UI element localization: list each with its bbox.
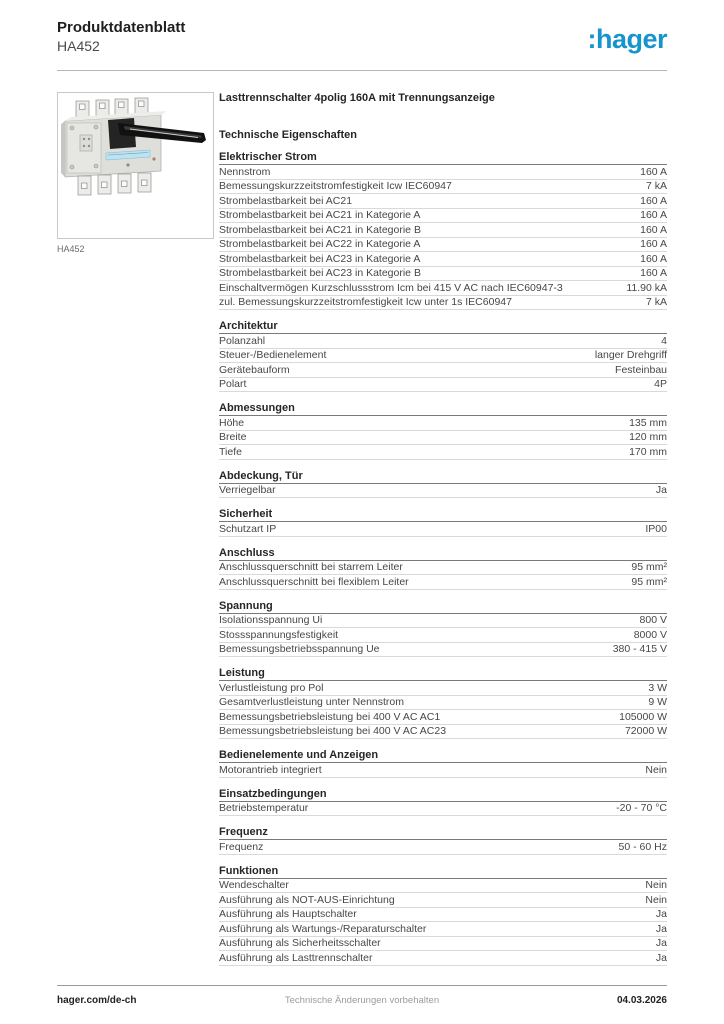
spec-row <box>219 951 667 966</box>
spec-label: Ausführung als Wartungs-/Reparaturschalter <box>219 922 427 935</box>
spec-row <box>219 223 667 238</box>
spec-label: Betriebstemperatur <box>219 802 309 815</box>
spec-value: 11.90 kA <box>626 281 667 294</box>
spec-row <box>219 893 667 908</box>
spec-row <box>219 710 667 725</box>
spec-value: 160 A <box>640 194 667 207</box>
spec-row <box>219 696 667 711</box>
spec-column <box>219 92 667 966</box>
spec-row <box>219 281 667 296</box>
spec-label: Strombelastbarkeit bei AC21 <box>219 194 353 207</box>
section-title: Abdeckung, Tür <box>219 470 667 484</box>
spec-label: Anschlussquerschnitt bei flexiblem Leiter <box>219 575 409 588</box>
spec-label: Verriegelbar <box>219 484 276 497</box>
section-title: Anschluss <box>219 547 667 561</box>
product-reference: HA452 <box>57 38 100 54</box>
section-title: Architektur <box>219 320 667 334</box>
spec-row <box>219 378 667 393</box>
spec-section <box>219 600 667 658</box>
bottom-terminals <box>78 173 151 195</box>
spec-label: Anschlussquerschnitt bei starrem Leiter <box>219 561 403 574</box>
product-image-caption: HA452 <box>57 244 85 254</box>
spec-row <box>219 522 667 537</box>
tech-properties-heading: Technische Eigenschaften <box>219 129 357 141</box>
footer-website: hager.com/de-ch <box>57 995 137 1006</box>
spec-value: 160 A <box>640 223 667 236</box>
footer <box>57 985 667 1006</box>
spec-section <box>219 402 667 460</box>
section-title: Frequenz <box>219 826 667 840</box>
spec-row <box>219 575 667 590</box>
spec-row <box>219 879 667 894</box>
spec-section <box>219 749 667 778</box>
spec-row <box>219 484 667 499</box>
spec-label: Nennstrom <box>219 165 271 178</box>
spec-section <box>219 508 667 537</box>
spec-label: Polart <box>219 378 247 391</box>
spec-row <box>219 643 667 658</box>
spec-label: Schutzart IP <box>219 522 277 535</box>
spec-label: Isolationsspannung Ui <box>219 614 323 627</box>
spec-row <box>219 267 667 282</box>
section-title: Einsatzbedingungen <box>219 788 667 802</box>
spec-value: 160 A <box>640 252 667 265</box>
spec-label: Stossspannungsfestigkeit <box>219 628 339 641</box>
spec-row <box>219 334 667 349</box>
spec-value: Festeinbau <box>615 363 667 376</box>
page-title: Produktdatenblatt <box>57 19 186 36</box>
spec-value: Nein <box>645 763 667 776</box>
spec-value: 120 mm <box>629 431 667 444</box>
spec-value: Ja <box>655 951 667 964</box>
product-image <box>58 93 213 238</box>
spec-label: Strombelastbarkeit bei AC21 in Kategorie A <box>219 209 421 222</box>
spec-label: Ausführung als Sicherheitsschalter <box>219 937 381 950</box>
spec-row <box>219 763 667 778</box>
spec-label: Bemessungsbetriebsspannung Ue <box>219 643 380 656</box>
spec-value: 160 A <box>640 267 667 280</box>
spec-row <box>219 937 667 952</box>
spec-label: Gerätebauform <box>219 363 290 376</box>
spec-label: Strombelastbarkeit bei AC23 in Kategorie A <box>219 252 421 265</box>
spec-row <box>219 908 667 923</box>
spec-row <box>219 238 667 253</box>
spec-row <box>219 252 667 267</box>
spec-label: Verlustleistung pro Pol <box>219 681 324 694</box>
spec-label: Strombelastbarkeit bei AC21 in Kategorie B <box>219 223 421 236</box>
spec-label: Breite <box>219 431 247 444</box>
spec-value: 72000 W <box>624 725 667 738</box>
spec-value: Nein <box>645 893 667 906</box>
header-divider <box>57 70 667 71</box>
section-title: Elektrischer Strom <box>219 151 667 165</box>
spec-label: Ausführung als Lasttrennschalter <box>219 951 373 964</box>
spec-value: 160 A <box>640 209 667 222</box>
spec-label: Tiefe <box>219 445 242 458</box>
spec-value: Nein <box>645 879 667 892</box>
spec-value: 9 W <box>648 696 667 709</box>
spec-section <box>219 547 667 590</box>
spec-value: IP00 <box>645 522 667 535</box>
spec-value: 95 mm² <box>631 561 667 574</box>
spec-label: Einschaltvermögen Kurzschlussstrom Icm bei 415 V AC nach IEC60947-3 <box>219 281 563 294</box>
spec-label: Bemessungskurzzeitstromfestigkeit Icw IEC60947 <box>219 180 452 193</box>
spec-label: Höhe <box>219 416 245 429</box>
section-title: Sicherheit <box>219 508 667 522</box>
footer-date: 04.03.2026 <box>616 995 667 1006</box>
spec-row <box>219 416 667 431</box>
spec-label: Polanzahl <box>219 334 266 347</box>
footer-disclaimer: Technische Änderungen vorbehalten <box>284 995 440 1006</box>
product-description: Lasttrennschalter 4polig 160A mit Trennungsanzeige <box>219 92 495 104</box>
section-title: Funktionen <box>219 865 667 879</box>
spec-label: Wendeschalter <box>219 879 289 892</box>
spec-value: 4 <box>661 334 667 347</box>
spec-label: Frequenz <box>219 840 264 853</box>
spec-label: Steuer-/Bedienelement <box>219 349 327 362</box>
spec-section <box>219 865 667 966</box>
spec-row <box>219 922 667 937</box>
spec-row <box>219 614 667 629</box>
spec-label: Bemessungsbetriebsleistung bei 400 V AC AC1 <box>219 710 441 723</box>
spec-value: langer Drehgriff <box>594 349 667 362</box>
spec-value: Ja <box>655 937 667 950</box>
spec-row <box>219 180 667 195</box>
spec-value: 380 - 415 V <box>612 643 667 656</box>
spec-label: Gesamtverlustleistung unter Nennstrom <box>219 696 404 709</box>
spec-row <box>219 349 667 364</box>
spec-row <box>219 431 667 446</box>
spec-value: 160 A <box>640 238 667 251</box>
spec-value: 170 mm <box>629 445 667 458</box>
spec-section <box>219 788 667 817</box>
spec-label: Strombelastbarkeit bei AC23 in Kategorie B <box>219 267 421 280</box>
spec-section <box>219 667 667 739</box>
section-title: Bedienelemente und Anzeigen <box>219 749 667 763</box>
spec-value: 105000 W <box>619 710 667 723</box>
section-title: Abmessungen <box>219 402 667 416</box>
header <box>57 18 185 55</box>
spec-row <box>219 165 667 180</box>
spec-row <box>219 209 667 224</box>
spec-section <box>219 826 667 855</box>
spec-value: 50 - 60 Hz <box>618 840 667 853</box>
spec-value: Ja <box>655 908 667 921</box>
spec-value: 4P <box>654 378 667 391</box>
spec-row <box>219 628 667 643</box>
spec-label: Strombelastbarkeit bei AC22 in Kategorie A <box>219 238 421 251</box>
spec-value: 160 A <box>640 165 667 178</box>
spec-section <box>219 151 667 310</box>
spec-row <box>219 363 667 378</box>
spec-row <box>219 840 667 855</box>
spec-row <box>219 802 667 817</box>
spec-row <box>219 194 667 209</box>
spec-value: -20 - 70 °C <box>616 802 667 815</box>
spec-row <box>219 561 667 576</box>
spec-value: Ja <box>655 484 667 497</box>
spec-label: zul. Bemessungskurzzeitstromfestigkeit Icw unter 1s IEC60947 <box>219 296 512 309</box>
spec-row <box>219 296 667 311</box>
section-title: Spannung <box>219 600 667 614</box>
spec-row <box>219 681 667 696</box>
hager-logo: :hager <box>587 24 667 54</box>
spec-value: 95 mm² <box>631 575 667 588</box>
spec-value: Ja <box>655 922 667 935</box>
spec-label: Motorantrieb integriert <box>219 763 322 776</box>
spec-value: 800 V <box>639 614 667 627</box>
section-title: Leistung <box>219 667 667 681</box>
product-image-frame <box>57 92 214 239</box>
spec-sections <box>219 151 667 966</box>
spec-label: Ausführung als NOT-AUS-Einrichtung <box>219 893 395 906</box>
spec-label: Ausführung als Hauptschalter <box>219 908 357 921</box>
spec-label: Bemessungsbetriebsleistung bei 400 V AC AC23 <box>219 725 447 738</box>
spec-section <box>219 320 667 392</box>
spec-row <box>219 725 667 740</box>
spec-section <box>219 470 667 499</box>
spec-row <box>219 445 667 460</box>
spec-value: 135 mm <box>629 416 667 429</box>
spec-value: 7 kA <box>645 180 667 193</box>
spec-value: 7 kA <box>645 296 667 309</box>
spec-value: 8000 V <box>633 628 667 641</box>
spec-value: 3 W <box>648 681 667 694</box>
